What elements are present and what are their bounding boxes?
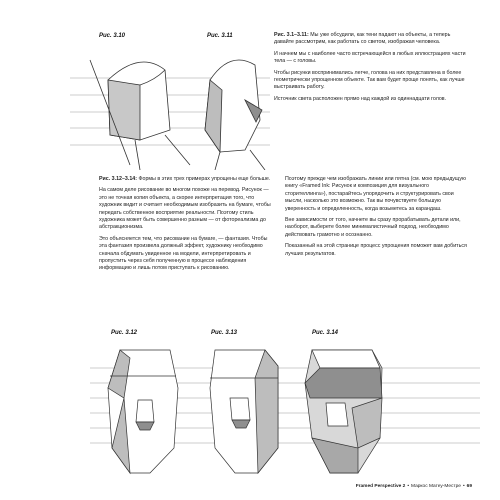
footer-separator: • (462, 484, 465, 489)
page-footer (292, 484, 472, 489)
paragraph-text: И начнем мы с наиболее часто встречающейся в любых иллюстрациях части тела — с головы. (274, 50, 466, 65)
book-title: Framed Perspective 2 (355, 484, 406, 489)
paragraph-text: На самом деле рисование во многом похоже на перевод. Рисунок — это не точная копия объекта, а скорее интерпретация того, что художник видит и считает необходимым изобразить на бумаге, чтобы передать собственное восприятие реальности. Поэтому стиль художника может быть совершенно разным — от фотореализма до абстракционизма. (99, 187, 271, 231)
figure-label-3-14: Рис. 3.14 (312, 330, 339, 336)
figure-label-3-10: Рис. 3.10 (99, 33, 126, 39)
figure-label-3-13: Рис. 3.13 (211, 330, 238, 336)
paragraph-text: Вне зависимости от того, начнете вы сразу прорабатывать детали или, наоборот, выберете более минималистичный подход, необходимо действовать грамотно и осознанно. (285, 217, 461, 238)
text-column-mid-right (285, 176, 469, 262)
figure-label-3-12: Рис. 3.12 (111, 330, 138, 336)
figure-3-10-3-11-heads (70, 40, 270, 170)
footer-separator: • (407, 484, 410, 489)
figure-label-3-11: Рис. 3.11 (207, 33, 233, 39)
paragraph-text: Формы в этих трех примерах упрощены еще больше. (137, 176, 271, 182)
caption-ref-3-12-3-14: Рис. 3.12–3.14: (99, 176, 138, 182)
author-name: Маркос Матеу-Местре (411, 484, 461, 489)
figure-3-12-3-14-block-heads (90, 338, 480, 478)
paragraph-text: Мы уже обсудили, как тени падают на объекты, а теперь давайте рассмотрим, как работать со светом, изображая человека. (274, 32, 451, 46)
paragraph-text: Это объясняется тем, что рисование на бумаге, — фантазия. Чтобы эта фантазия произвела должный эффект, художнику необходимо сначала обдумать увиденное на модели, интерпретировать и пропустить через себя полученную в процессе наблюдения информацию и лишь потом приступать к рисованию. (99, 235, 268, 272)
text-column-top-right (274, 32, 470, 107)
paragraph-text: Поэтому прежде чем изображать линии или пятна (см. мою предыдущую книгу «Framed Ink: Рисунок и композиция для визуального сторителлинга»), постарайтесь упорядочить и структурировать свои мысли, насколько это возможно. Так вы почувствуете большую уверенность и определенность, когда возьметесь за карандаш. (285, 176, 466, 212)
paragraph-text: Источник света расположен прямо над каждой из одиннадцати голов. (274, 95, 447, 102)
page-number: 69 (466, 484, 472, 489)
paragraph-text: Чтобы рисунки воспринимались легче, голова на них представлена в более геометрически упрощенном объекте. Так вам будет проще понять, как лучше выстраивать работу. (274, 69, 465, 91)
text-column-mid-left (99, 176, 275, 277)
paragraph-text: Показанный на этой странице процесс упрощения поможет вам добиться лучших результатов. (285, 243, 467, 257)
caption-ref-3-1-3-11: Рис. 3.1–3.11: (274, 32, 309, 38)
